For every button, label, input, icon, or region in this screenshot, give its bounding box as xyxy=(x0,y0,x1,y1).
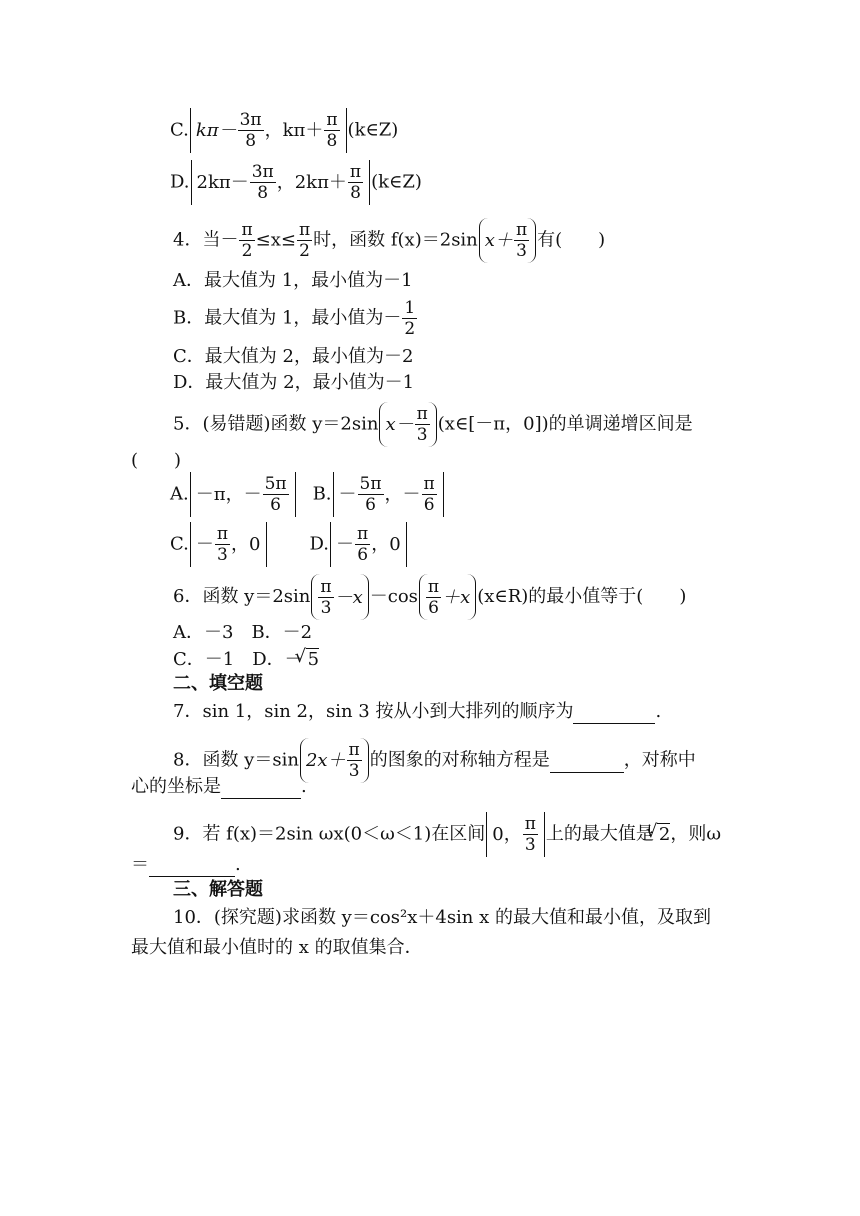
fraction: $\frac{\pi}{3}$ xyxy=(348,740,360,781)
fraction: $\frac{3\pi}{8}$ xyxy=(239,110,262,151)
paren-group: $\frac{\pi}{3}$ －x xyxy=(311,574,368,620)
expr-text: kπ－ xyxy=(195,119,237,141)
expr-text: 2kπ－ xyxy=(196,171,249,193)
fraction: $\frac{\pi}{3}$ xyxy=(515,220,528,261)
fraction: $\frac{5\pi}{6}$ xyxy=(359,474,382,515)
interval-bracket: －π，－ $\frac{5\pi}{6}$ xyxy=(190,472,296,517)
q5-stem: 5．(易错题)函数 y＝2sin x－ $\frac{\pi}{3}$ (x∈[－π，0])的单调递增区间是 xyxy=(173,404,693,445)
paren-group: x＋ $\frac{\pi}{3}$ xyxy=(479,218,536,263)
q5-options-ab: A. －π，－ $\frac{5\pi}{6}$ B. － $\frac{5\pi}{6}$ ，－ $\frac{\pi}{6}$ xyxy=(170,472,445,517)
option-label: D. xyxy=(170,171,190,193)
answer-blank[interactable] xyxy=(573,701,655,724)
q4-option-b: B．最大值为 1，最小值为－ $\frac{1}{2}$ xyxy=(173,298,416,339)
fraction: $\frac{1}{2}$ xyxy=(404,298,416,339)
q9-stem: 9．若 f(x)＝2sin ωx(0＜ω＜1)在区间 0， $\frac{\pi}{3}$ 上的最大值是√ 2，则ω xyxy=(173,812,721,857)
section-heading-fill-blank: 二、填空题 xyxy=(173,673,263,694)
q6-options-cd: C．－1 D．－√ 5 xyxy=(173,648,319,671)
q3-option-d xyxy=(170,160,422,205)
q5-stem-paren: ( ) xyxy=(131,450,182,471)
fraction: $\frac{\pi}{3}$ xyxy=(416,404,428,445)
q8-line2: 心的坐标是 . xyxy=(131,776,307,797)
fraction: $\frac{\pi}{2}$ xyxy=(298,220,311,261)
fraction: $\frac{5\pi}{6}$ xyxy=(264,474,287,515)
sqrt-expr: √ 2 xyxy=(657,823,670,846)
fraction: $\frac{\pi}{3}$ xyxy=(216,524,229,565)
fraction: $\frac{\pi}{6}$ xyxy=(357,524,369,565)
q4-stem: 4．当－ $\frac{\pi}{2}$ ≤x≤ $\frac{\pi}{2}$ 时，函数 f(x)＝2sin x＋ $\frac{\pi}{3}$ 有( ) xyxy=(173,220,606,261)
fraction: $\frac{\pi}{3}$ xyxy=(524,814,536,855)
fraction: $\frac{\pi}{6}$ xyxy=(427,577,440,618)
q6-options-ab: A．－3 B．－2 xyxy=(173,622,313,643)
q8-stem: 8．函数 y＝sin 2x＋ $\frac{\pi}{3}$ 的图象的对称轴方程是 ，对称中 xyxy=(173,740,696,781)
q6-stem: 6．函数 y＝2sin $\frac{\pi}{3}$ －x －cos $\frac{\pi}{6}$ ＋x (x∈R)的最小值等于( ) xyxy=(173,574,686,620)
expr-text: ，kπ＋ xyxy=(264,119,324,141)
interval-bracket: － $\frac{\pi}{3}$ ，0 xyxy=(190,522,267,567)
q4-option-c: C．最大值为 2，最小值为－2 xyxy=(173,346,414,367)
interval-bracket: － $\frac{\pi}{6}$ ，0 xyxy=(330,522,407,567)
section-heading-answer: 三、解答题 xyxy=(173,879,263,900)
sqrt-expr: √ 5 xyxy=(306,648,319,671)
fraction: $\frac{\pi}{8}$ xyxy=(349,162,362,203)
domain-text: (k∈Z) xyxy=(371,171,422,193)
expr-text: ，2kπ＋ xyxy=(276,171,347,193)
interval-bracket xyxy=(190,108,347,153)
interval-bracket: 0， $\frac{\pi}{3}$ xyxy=(486,812,545,857)
q3-option-c xyxy=(170,108,398,153)
fraction: $\frac{3\pi}{8}$ xyxy=(251,162,274,203)
q10-line2: 最大值和最小值时的 x 的取值集合． xyxy=(131,937,423,958)
interval-bracket: － $\frac{5\pi}{6}$ ，－ $\frac{\pi}{6}$ xyxy=(333,472,444,517)
answer-blank[interactable] xyxy=(149,854,235,877)
q9-line2: ＝ . xyxy=(131,854,241,875)
fraction: $\frac{\pi}{3}$ xyxy=(320,577,332,618)
answer-blank[interactable] xyxy=(550,750,624,773)
fraction: $\frac{\pi}{6}$ xyxy=(423,474,435,515)
paren-group: $\frac{\pi}{6}$ ＋x xyxy=(419,574,476,620)
fraction: $\frac{\pi}{8}$ xyxy=(326,110,338,151)
q4-option-d: D．最大值为 2，最小值为－1 xyxy=(173,372,415,393)
domain-text: (k∈Z) xyxy=(347,119,399,141)
q10-line1: 10．(探究题)求函数 y＝cos²x＋4sin x 的最大值和最小值，及取到 xyxy=(173,907,711,928)
interval-bracket xyxy=(191,160,371,205)
answer-blank[interactable] xyxy=(221,776,301,799)
fraction: $\frac{\pi}{2}$ xyxy=(241,220,253,261)
paren-group: 2x＋ $\frac{\pi}{3}$ xyxy=(300,738,369,783)
option-label: C. xyxy=(170,119,189,141)
q7: 7．sin 1，sin 2，sin 3 按从小到大排列的顺序为 . xyxy=(173,701,662,722)
paren-group: x－ $\frac{\pi}{3}$ xyxy=(379,402,436,447)
q5-options-cd: C. － $\frac{\pi}{3}$ ，0 D. － $\frac{\pi}{6}$ ，0 xyxy=(170,522,408,567)
q4-option-a: A．最大值为 1，最小值为－1 xyxy=(173,270,413,291)
